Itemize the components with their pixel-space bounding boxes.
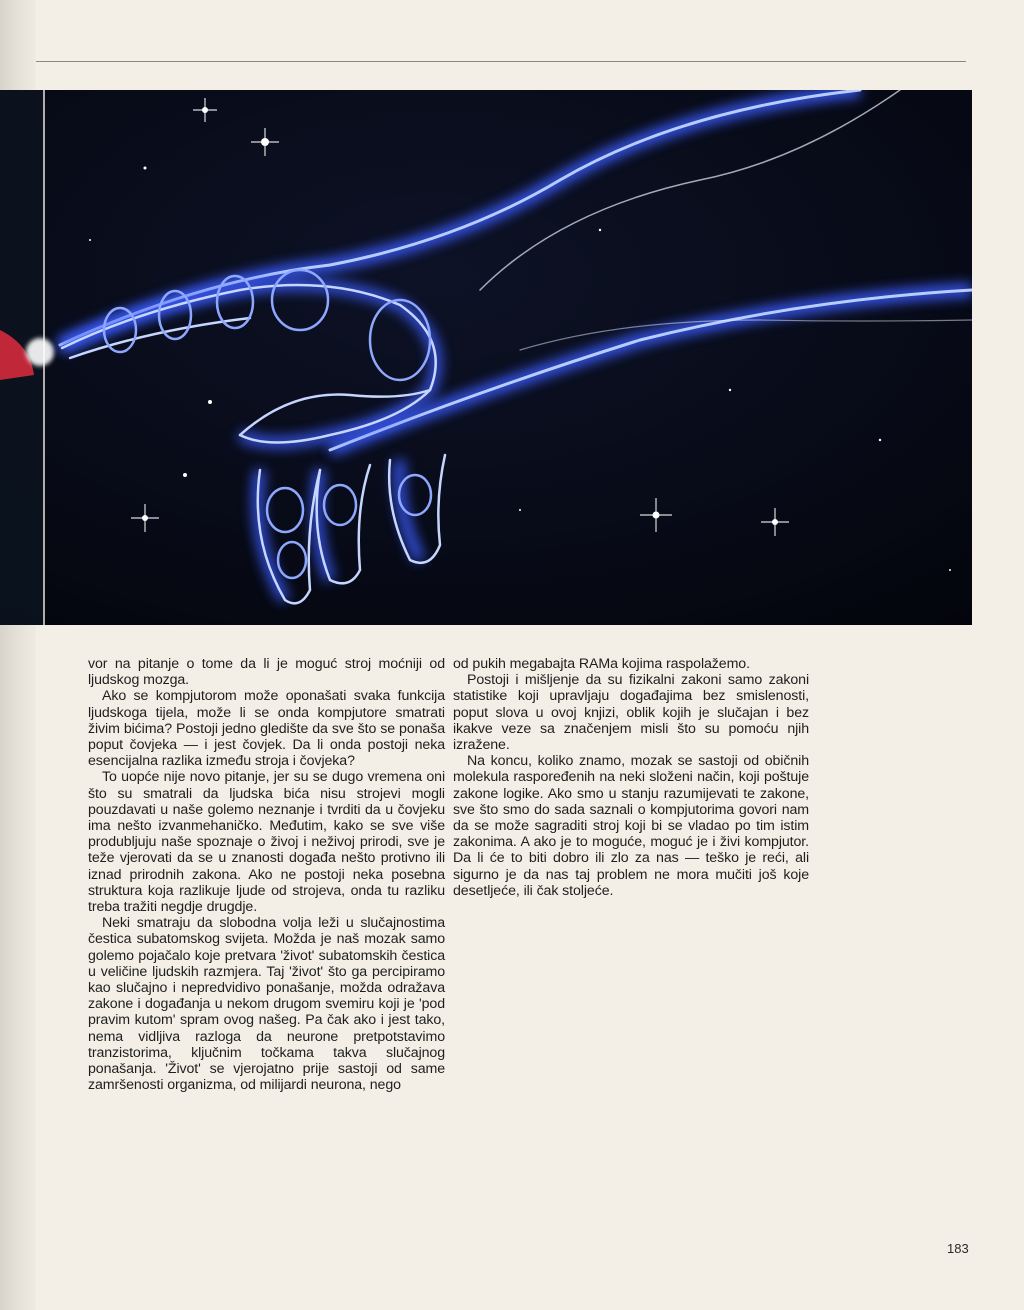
text-column-right: [453, 656, 809, 899]
paragraph: To uopće nije novo pitanje, jer su se dugo vremena oni što su smatrali da ljudska bića nisu strojevi mogli pouzdavati u naše golemo neznanje i tvrditi da u čovjeku ima nešto izvanmehaničko. Međutim, kako se sve više produbljuju naše spoznaje o živoj i neživoj prirodi, sve je teže vjerovati da se u znanosti događa nešto protivno ili iznad prirodnih zakona. Ako ne postoji neka posebna struktura koja razlikuje ljude od strojeva, onda tu razliku treba tražiti negdje drugdje.: [88, 769, 445, 916]
paragraph: Postoji i mišljenje da su fizikalni zakoni samo zakoni statistike koji upravljaju događajima bez smislenosti, poput slova u ovoj knjizi, oblik kojih je slučajan i bez ikakve veze sa značenjem misli što su pomoću njih izražene.: [453, 672, 809, 754]
paragraph: Ako se kompjutorom može oponašati svaka funkcija ljudskoga tijela, može li se onda kompjutore smatrati živim bićima? Postoji jedno gledište da sve što se ponaša poput čovjeka — i jest čovjek. Da li onda postoji neka esencijalna razlika između stroja i čovjeka?: [88, 688, 445, 770]
top-rule: [36, 61, 966, 62]
paragraph: Na koncu, koliko znamo, mozak se sastoji od običnih molekula raspoređenih na neki složeni način, koji poštuje zakone logike. Ako smo u stanju razumijevati te zakone, sve što smo do sada saznali o kompjutorima govori nam da se može sagraditi stroj koji bi se vladao po tim istim zakonima. A ako je to moguće, moguć je i živi kompjutor. Da li će to biti dobro ili zlo za nas — teško je reći, ali sigurno je da nas taj problem ne mora mučiti još koje desetljeće, ili čak stoljeće.: [453, 753, 809, 899]
paragraph: vor na pitanje o tome da li je moguć stroj moćniji od ljudskog mozga.: [88, 656, 445, 689]
spark-of-touch: [26, 338, 54, 366]
text-column-left: [88, 656, 445, 1093]
space-hand-illustration: [0, 90, 972, 625]
paragraph: od pukih megabajta RAMa kojima raspolažemo.: [453, 656, 750, 672]
space-background: [0, 90, 972, 625]
hand-illustration-svg: [0, 90, 972, 625]
page-number: 183: [947, 1241, 969, 1256]
paragraph: Neki smatraju da slobodna volja leži u slučajnostima čestica subatomskog svijeta. Možda je naš mozak samo golemo pojačalo koje pretvara 'život' subatomskih čestica u veličine ljudskih razmjera. Taj 'život' što ga percipiramo kao slučajno i nepredvidivo ponašanje, možda odražava zakone i događanja u nekom drugom svemiru koji je 'pod pravim kutom' spram ovog našeg. Pa čak ako i jest tako, nema vidljiva razloga da neurone pretpotstavimo tranzistorima, ključnim točkama takva slučajnog ponašanja. 'Život' se vjerojatno prije sastoji od same zamršenosti organizma, od milijardi neurona, nego: [88, 915, 445, 1094]
